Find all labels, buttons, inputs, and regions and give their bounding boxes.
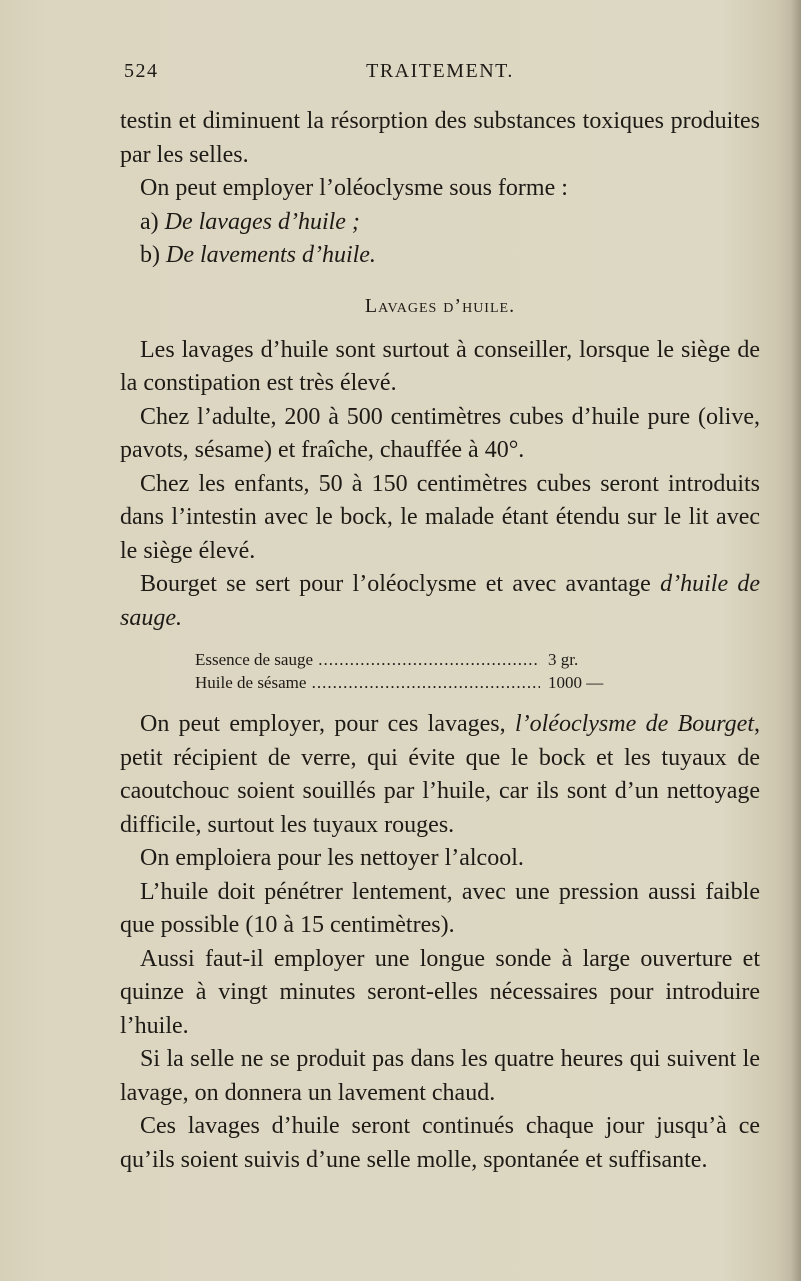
list-item-b-label: b) bbox=[140, 242, 160, 268]
recipe-ingredient: Huile de sésame ..... bbox=[195, 671, 540, 694]
list-item-a-label: a) bbox=[140, 208, 159, 235]
page-content bbox=[120, 60, 760, 1177]
page-number: 524 bbox=[124, 60, 159, 82]
body-paragraph-7: L’huile doit pénétrer lentement, avec une pression aussi faible que possible (10 à 15 centimètres). bbox=[120, 878, 760, 938]
intro-forms-paragraph: On peut employer l’oléoclysme sous forme : bbox=[140, 175, 568, 201]
body-paragraph-3: Chez les enfants, 50 à 150 centimètres cubes seront introduits dans l’intestin avec le bock, le malade étant étendu sur le lit avec le siège élevé. bbox=[120, 470, 760, 564]
recipe-quantity: 1000 — bbox=[548, 673, 604, 692]
body-paragraph-5-text-a: On peut employer, pour ces lavages, bbox=[140, 711, 506, 737]
body-paragraph-2: Chez l’adulte, 200 à 500 centimètres cubes d’huile pure (olive, pavots, sésame) et fraîche, chauffée à 40°. bbox=[120, 403, 760, 463]
body-paragraph-4-italic: d’huile de sauge. bbox=[120, 571, 760, 631]
body-paragraph-4-text: Bourget se sert pour l’oléoclysme et avec avantage bbox=[140, 571, 651, 597]
recipe-row bbox=[120, 648, 760, 671]
running-head-title: TRAITEMENT. bbox=[366, 60, 514, 82]
body-paragraph-5-text-b: , petit récipient de verre, qui évite que le bock et les tuyaux de caoutchouc soient souillés par l’huile, car ils sont d’un nettoyage difficile, surtout les tuyaux rouges. bbox=[120, 711, 761, 838]
recipe-row bbox=[120, 671, 760, 694]
list-item-a-text: De lavages d’huile ; bbox=[164, 208, 360, 235]
body-paragraph-5-italic: l’oléoclysme de Bourget bbox=[514, 711, 755, 737]
intro-paragraph: testin et diminuent la résorption des substances toxiques produites par les selles. bbox=[120, 108, 760, 168]
body-paragraph-5 bbox=[120, 708, 760, 842]
recipe-quantity: 3 gr. bbox=[548, 650, 579, 669]
body-paragraph-6: On emploiera pour les nettoyer l’alcool. bbox=[140, 845, 524, 871]
recipe-list bbox=[120, 648, 760, 694]
section-heading: Lavages d’huile. bbox=[364, 294, 516, 317]
body-paragraph-10: Ces lavages d’huile seront continués chaque jour jusqu’à ce qu’ils soient suivis d’une selle molle, spontanée et suffisante. bbox=[120, 1113, 760, 1173]
body-paragraph-9: Si la selle ne se produit pas dans les quatre heures qui suivent le lavage, on donnera un lavement chaud. bbox=[120, 1046, 760, 1106]
list-item-a bbox=[120, 206, 760, 240]
list-item-b bbox=[120, 239, 760, 273]
body-paragraph-1: Les lavages d’huile sont surtout à conseiller, lorsque le siège de la constipation est très élevé. bbox=[120, 336, 760, 396]
recipe-ingredient: Essence de sauge ..... bbox=[195, 648, 540, 671]
body-paragraph-8: Aussi faut-il employer une longue sonde à large ouverture et quinze à vingt minutes seront-elles nécessaires pour introduire l’huile. bbox=[120, 945, 760, 1039]
running-head bbox=[120, 60, 760, 92]
body-paragraph-4 bbox=[120, 568, 760, 635]
page-edge-shadow bbox=[791, 0, 801, 1281]
list-item-b-text: De lavements d’huile. bbox=[166, 242, 376, 268]
